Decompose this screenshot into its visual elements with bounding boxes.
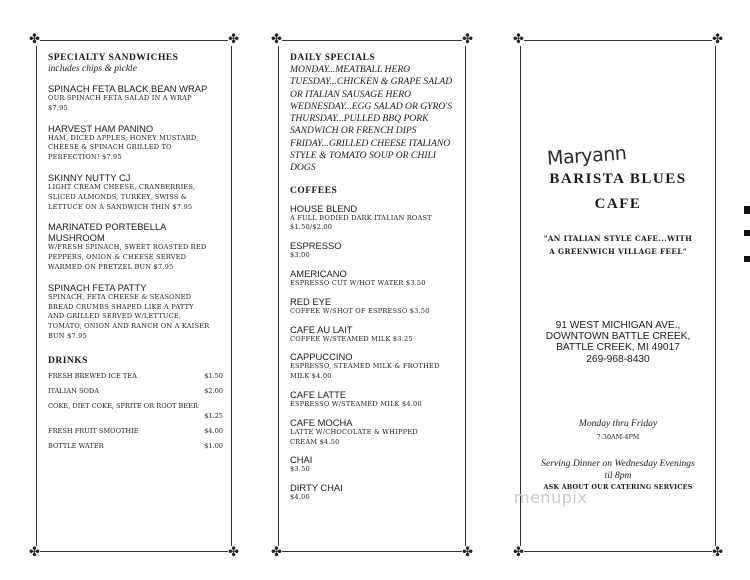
menu-item bbox=[48, 221, 223, 272]
corner-ornament-icon: ✤ bbox=[271, 32, 282, 47]
item-description: BREAD CRUMBS SHAPED LIKE A PATTY bbox=[48, 302, 194, 311]
menu-panel-cover bbox=[513, 32, 723, 560]
scan-edge-mark bbox=[744, 206, 750, 214]
scan-edge-mark bbox=[744, 256, 750, 262]
coffee-item bbox=[290, 351, 457, 382]
coffee-item bbox=[290, 324, 457, 345]
item-description: AND GRILLED SERVED W/LETTUCE, bbox=[48, 312, 182, 321]
coffee-description: ESPRESSO CUT W/HOT WATER $3.50 bbox=[290, 279, 426, 288]
corner-ornament-icon: ✤ bbox=[513, 32, 524, 47]
special-line: DOGS bbox=[290, 162, 316, 174]
item-name: SPINACH FETA PATTY bbox=[48, 281, 147, 293]
drink-row bbox=[48, 371, 223, 381]
coffee-description: ESPRESSO W/STEAMED MILK $4.00 bbox=[290, 400, 422, 409]
drink-row bbox=[48, 426, 223, 436]
item-description: HAM, DICED APPLES, HONEY MUSTARD, bbox=[48, 133, 199, 142]
coffee-name: ESPRESSO bbox=[290, 240, 342, 252]
drink-row bbox=[48, 441, 223, 451]
coffee-item bbox=[290, 389, 457, 410]
drink-price: $1.00 bbox=[204, 441, 223, 450]
special-line: THURSDAY...PULLED BBQ PORK bbox=[290, 113, 429, 125]
section-title: SPECIALTY SANDWICHES bbox=[48, 53, 179, 63]
corner-ornament-icon: ✤ bbox=[228, 545, 239, 560]
dinner-line: til 8pm bbox=[604, 469, 632, 481]
menu-panel-sandwiches bbox=[29, 32, 239, 560]
item-description: CHEESE & SPINACH GRILLED TO bbox=[48, 143, 172, 152]
coffee-name: RED EYE bbox=[290, 295, 332, 307]
menu-item bbox=[48, 172, 223, 212]
tagline-line: A GREENWICH VILLAGE FEEL" bbox=[549, 247, 687, 256]
corner-ornament-icon: ✤ bbox=[712, 32, 723, 47]
item-description: LETTUCE ON A SANDWICH THIN $7.95 bbox=[48, 202, 193, 211]
coffee-description: LATTE W/CHOCOLATE & WHIPPED bbox=[290, 427, 418, 436]
coffee-name: AMERICANO bbox=[290, 268, 347, 280]
coffee-name: CAFE AU LAIT bbox=[290, 323, 353, 335]
item-description: OUR SPINACH FETA SALAD IN A WRAP bbox=[48, 94, 192, 102]
coffee-item bbox=[290, 240, 457, 261]
item-description: LIGHT CREAM CHEESE, CRANBERRIES, bbox=[48, 182, 196, 191]
special-line: FRIDAY...GRILLED CHEESE ITALIANO bbox=[290, 137, 451, 149]
coffee-description: $1.50/$2.00 bbox=[290, 223, 333, 232]
coffee-name: CAPPUCCINO bbox=[290, 351, 353, 363]
coffee-name: CHAI bbox=[290, 454, 313, 466]
drink-list bbox=[48, 371, 223, 451]
coffee-item bbox=[290, 454, 457, 475]
corner-ornament-icon: ✤ bbox=[462, 32, 473, 47]
coffees-title: COFFEES bbox=[290, 185, 338, 196]
special-line: SANDWICH OR FRENCH DIPS bbox=[290, 125, 417, 137]
item-name: MARINATED PORTEBELLA MUSHROOM bbox=[48, 221, 167, 244]
coffee-description: A FULL BODIED DARK ITALIAN ROAST bbox=[290, 213, 432, 222]
menu-item bbox=[48, 83, 223, 114]
item-description: TOMATO, ONION AND RANCH ON A KAISER bbox=[48, 322, 210, 331]
coffee-item bbox=[290, 482, 457, 503]
corner-ornament-icon: ✤ bbox=[271, 545, 282, 560]
drink-name: FRESH FRUIT SMOOTHIE bbox=[48, 426, 139, 435]
corner-ornament-icon: ✤ bbox=[513, 545, 524, 560]
phone-number: 269-968-8430 bbox=[586, 353, 650, 365]
drink-name: COKE, DIET COKE, SPRITE OR ROOT BEER bbox=[48, 401, 198, 410]
special-line: TUESDAY...CHICKEN & GRAPE SALAD bbox=[290, 76, 453, 88]
drink-price: $1.25 bbox=[204, 411, 223, 420]
handwritten-note: Maryann bbox=[546, 142, 627, 170]
menu-item bbox=[48, 123, 223, 163]
catering-note: ASK ABOUT OUR CATERING SERVICES bbox=[543, 483, 693, 491]
cafe-title-sub: CAFE bbox=[594, 196, 642, 212]
coffee-description: COFFEE W/STEAMED MILK $3.25 bbox=[290, 334, 413, 343]
special-line: WEDNESDAY...EGG SALAD OR GYRO'S bbox=[290, 100, 453, 112]
coffee-name: HOUSE BLEND bbox=[290, 202, 358, 214]
coffee-description: $3.00 bbox=[290, 251, 310, 260]
item-description: PERFECTION! $7.95 bbox=[48, 153, 122, 162]
coffee-description: CREAM $4.50 bbox=[290, 437, 340, 446]
cafe-title: BARISTA BLUES bbox=[549, 171, 687, 187]
special-line: MONDAY...MEATBALL HERO bbox=[290, 64, 411, 75]
coffee-description: $4.00 bbox=[290, 493, 310, 502]
special-line: OR ITALIAN SAUSAGE HERO bbox=[290, 88, 412, 100]
coffee-item bbox=[290, 268, 457, 289]
coffee-name: DIRTY CHAI bbox=[290, 482, 343, 494]
coffee-item bbox=[290, 417, 457, 448]
corner-ornament-icon: ✤ bbox=[29, 32, 40, 47]
specials-list bbox=[290, 64, 457, 175]
corner-ornament-icon: ✤ bbox=[712, 545, 723, 560]
coffee-description: $3.50 bbox=[290, 465, 310, 474]
item-description: WARMED ON PRETZEL BUN $7.95 bbox=[48, 262, 174, 271]
drink-row bbox=[48, 411, 223, 421]
corner-ornament-icon: ✤ bbox=[228, 32, 239, 47]
special-line: STYLE & TOMATO SOUP OR CHILI bbox=[290, 150, 436, 162]
sandwich-list bbox=[48, 83, 223, 342]
item-name: SPINACH FETA BLACK BEAN WRAP bbox=[48, 83, 208, 94]
drink-name: ITALIAN SODA bbox=[48, 386, 99, 395]
item-description: SLICED ALMONDS, TURKEY, SWISS & bbox=[48, 192, 187, 201]
address-line: 91 WEST MICHIGAN AVE., bbox=[555, 320, 681, 331]
coffee-description: MILK $4.00 bbox=[290, 372, 332, 381]
item-name: HARVEST HAM PANINO bbox=[48, 122, 154, 134]
drink-row bbox=[48, 401, 223, 411]
address-line: DOWNTOWN BATTLE CREEK, bbox=[545, 331, 691, 343]
drink-price: $1.50 bbox=[204, 371, 223, 380]
specials-title: DAILY SPECIALS bbox=[290, 53, 376, 63]
item-description: SPINACH, FETA CHEESE & SEASONED bbox=[48, 292, 192, 301]
coffee-name: CAFE LATTE bbox=[290, 389, 347, 401]
drinks-title: DRINKS bbox=[48, 355, 88, 366]
coffee-description: ESPRESSO, STEAMED MILK & FROTHED bbox=[290, 362, 440, 371]
corner-ornament-icon: ✤ bbox=[29, 545, 40, 560]
coffee-item bbox=[290, 203, 457, 234]
item-description: $7.95 bbox=[48, 103, 68, 112]
coffee-description: COFFEE W/SHOT OF ESPRESSO $3.50 bbox=[290, 306, 430, 315]
dinner-note bbox=[525, 458, 711, 481]
corner-ornament-icon: ✤ bbox=[462, 545, 473, 560]
item-description: BUN $7.95 bbox=[48, 331, 87, 340]
coffee-list bbox=[290, 203, 457, 503]
tagline-line: "AN ITALIAN STYLE CAFE...WITH bbox=[543, 234, 693, 243]
tagline bbox=[529, 232, 707, 258]
menu-panel-specials-coffees bbox=[271, 32, 473, 560]
section-subtitle: includes chips & pickle bbox=[48, 64, 137, 74]
watermark: menupix bbox=[514, 488, 588, 507]
drink-price: $2.00 bbox=[204, 386, 223, 395]
hours-days: Monday thru Friday bbox=[578, 418, 658, 429]
item-description: W/FRESH SPINACH, SWEET ROASTED RED bbox=[48, 243, 207, 252]
coffee-name: CAFE MOCHA bbox=[290, 416, 353, 428]
menu-item bbox=[48, 282, 223, 342]
address-line: BATTLE CREEK, MI 49017 bbox=[556, 342, 680, 354]
drink-name: FRESH BREWED ICE TEA bbox=[48, 371, 137, 380]
item-name: SKINNY NUTTY CJ bbox=[48, 171, 131, 183]
address bbox=[527, 320, 709, 365]
drink-row bbox=[48, 386, 223, 396]
scan-edge-mark bbox=[744, 230, 750, 236]
hours-time: 7:30AM-4PM bbox=[596, 433, 640, 441]
drink-price: $4.00 bbox=[204, 426, 223, 435]
item-description: PEPPERS, ONION & CHEESE SERVED bbox=[48, 253, 187, 262]
coffee-item bbox=[290, 296, 457, 317]
drink-name: BOTTLE WATER bbox=[48, 441, 104, 450]
dinner-line: Serving Dinner on Wednesday Evenings bbox=[541, 458, 695, 469]
